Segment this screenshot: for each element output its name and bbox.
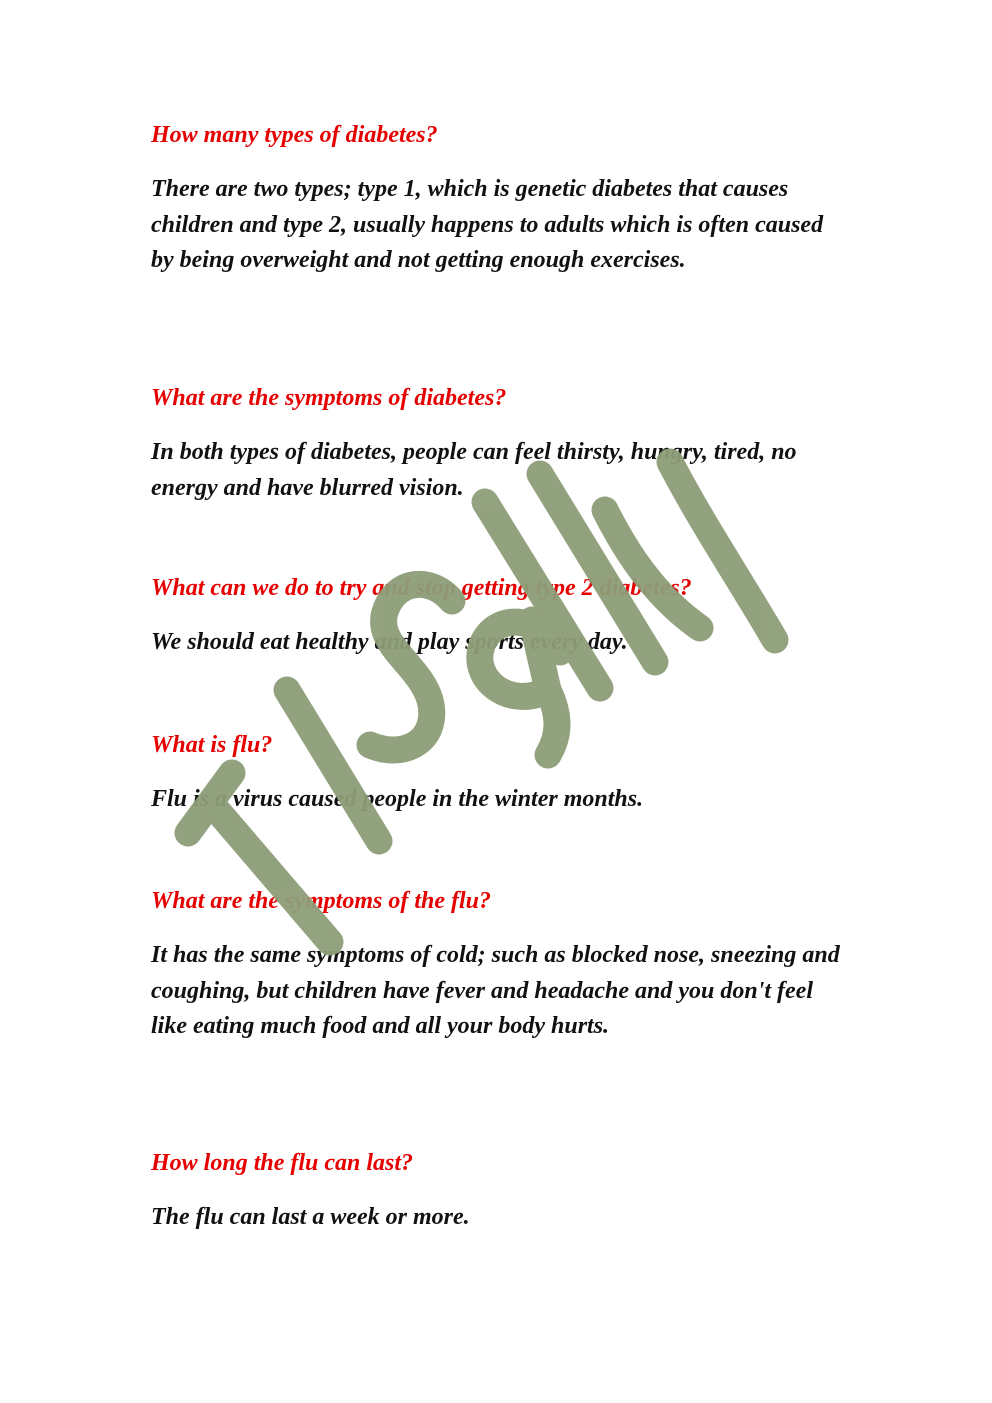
answer-paragraph: We should eat healthy and play sports every day. xyxy=(151,629,628,655)
answer-paragraph: The flu can last a week or more. xyxy=(151,1204,470,1230)
answer-paragraph: It has the same symptoms of cold; such as blocked nose, sneezing and coughing, but children have fever and headache and you don't feel like eating much food and all your body hurts. xyxy=(151,942,840,1039)
qa-section-what-is-flu xyxy=(151,731,851,818)
qa-section-flu-symptoms xyxy=(151,887,851,1045)
qa-section-diabetes-symptoms xyxy=(151,384,851,506)
question-heading: What can we do to try and stop getting type 2 diabetes? xyxy=(151,575,692,601)
qa-section-prevent-type-2 xyxy=(151,574,851,661)
answer-paragraph: There are two types; type 1, which is genetic diabetes that causes children and type 2, usually happens to adults which is often caused by being overweight and not getting enough exercises. xyxy=(151,176,824,273)
question-heading: What are the symptoms of the flu? xyxy=(151,888,492,914)
question-heading: How many types of diabetes? xyxy=(151,122,438,148)
question-heading: How long the flu can last? xyxy=(151,1150,414,1176)
qa-section-flu-duration xyxy=(151,1149,851,1236)
qa-section-types-of-diabetes xyxy=(151,121,851,279)
question-heading: What is flu? xyxy=(151,732,273,758)
question-heading: What are the symptoms of diabetes? xyxy=(151,385,507,411)
answer-paragraph: In both types of diabetes, people can feel thirsty, hungry, tired, no energy and have blurred vision. xyxy=(151,439,797,501)
answer-paragraph: Flu is a virus caused people in the winter months. xyxy=(151,786,644,812)
